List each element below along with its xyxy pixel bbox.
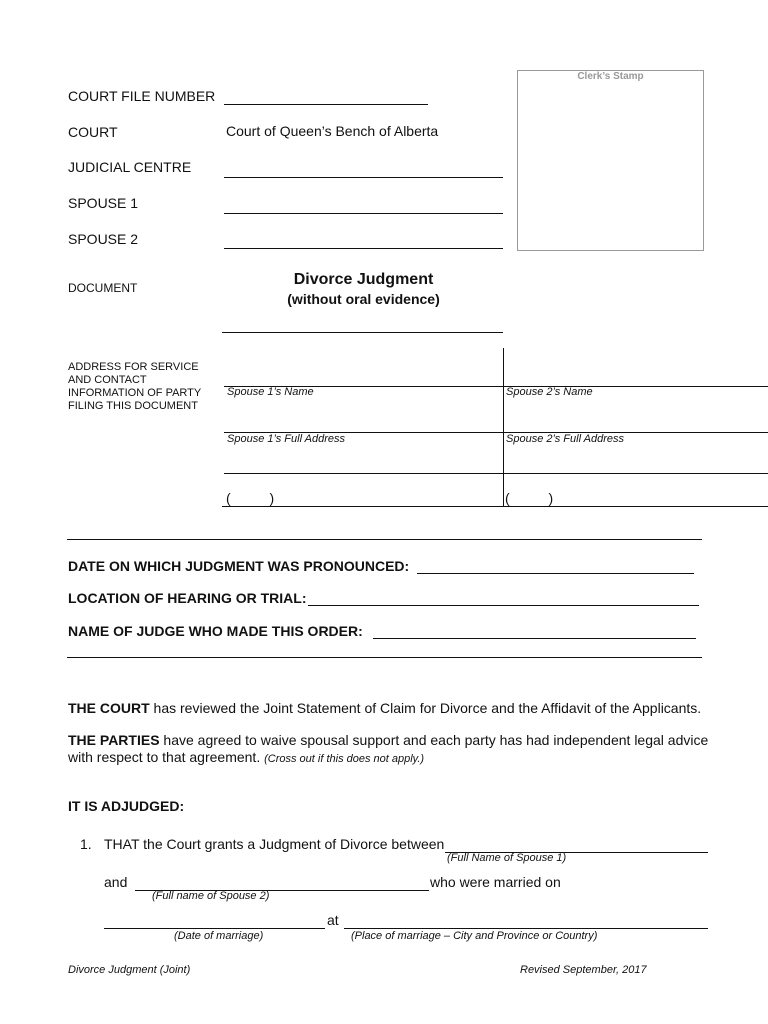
section-divider-top — [67, 539, 702, 540]
spouse2-label: SPOUSE 2 — [68, 231, 139, 247]
court-file-number-label: COURT FILE NUMBER — [68, 88, 216, 104]
date-pronounced-line[interactable] — [417, 573, 694, 574]
at-text: at — [327, 912, 339, 928]
court-paragraph — [68, 700, 701, 717]
judicial-centre-label: JUDICIAL CENTRE — [68, 159, 192, 175]
court-text: has reviewed the Joint Statement of Claim for Divorce and the Affidavit of the Applicants. — [149, 700, 702, 716]
address-label — [68, 361, 201, 413]
spouse1-name-caption: Spouse 1’s Name — [227, 386, 314, 398]
and-text: and — [104, 874, 128, 890]
parties-paragraph-cont — [68, 749, 424, 768]
married-text: who were married on — [430, 874, 561, 890]
marriage-date-caption: (Date of marriage) — [174, 930, 264, 942]
address-label-line: AND CONTACT — [68, 374, 147, 386]
marriage-date-line[interactable] — [104, 928, 325, 929]
spouse1-fullname-caption: (Full Name of Spouse 1) — [447, 852, 567, 864]
address-label-line: FILING THIS DOCUMENT — [68, 400, 198, 412]
court-label: COURT — [68, 124, 118, 140]
marriage-place-line[interactable] — [344, 928, 708, 929]
judge-line[interactable] — [373, 638, 696, 639]
spouse1-address-caption: Spouse 1’s Full Address — [227, 433, 346, 445]
spouse2-name-caption: Spouse 2’s Name — [506, 386, 593, 398]
location-label: LOCATION OF HEARING OR TRIAL: — [68, 590, 307, 606]
spouse2-line[interactable] — [224, 248, 503, 249]
location-line[interactable] — [308, 605, 699, 606]
phone-line — [222, 506, 768, 507]
spouse2-fullname-caption: (Full name of Spouse 2) — [152, 890, 270, 902]
spouse1-label: SPOUSE 1 — [68, 195, 139, 211]
clerks-stamp-label: Clerk’s Stamp — [577, 71, 644, 82]
footer-left: Divorce Judgment (Joint) — [68, 964, 191, 976]
address-divider — [503, 348, 504, 506]
spouse1-line[interactable] — [224, 213, 503, 214]
parties-text: have agreed to waive spousal support and each party has had independent legal advice — [159, 732, 709, 748]
clerks-stamp-box — [517, 70, 704, 251]
parties-note: (Cross out if this does not apply.) — [264, 753, 425, 765]
address-line-2[interactable] — [224, 473, 768, 474]
address-label-line: ADDRESS FOR SERVICE — [68, 361, 199, 373]
section-divider-bottom — [67, 657, 702, 658]
adjudged-heading: IT IS ADJUDGED: — [68, 798, 185, 814]
court-value: Court of Queen’s Bench of Alberta — [226, 123, 439, 139]
clause1-number: 1. — [80, 836, 92, 852]
clause1-text: THAT the Court grants a Judgment of Divorce between — [104, 836, 445, 852]
spouse2-phone[interactable]: ( ) — [505, 490, 554, 506]
document-title: Divorce Judgment — [293, 271, 434, 288]
date-pronounced-label: DATE ON WHICH JUDGMENT WAS PRONOUNCED: — [68, 558, 410, 574]
address-label-line: INFORMATION OF PARTY — [68, 387, 202, 399]
document-subtitle: (without oral evidence) — [287, 291, 440, 307]
parties-paragraph — [68, 732, 708, 749]
parties-text-2: with respect to that agreement. — [68, 749, 261, 765]
document-line — [222, 332, 503, 333]
court-lead: THE COURT — [68, 700, 150, 716]
court-file-number-line[interactable] — [224, 104, 428, 105]
judge-label: NAME OF JUDGE WHO MADE THIS ORDER: — [68, 623, 363, 639]
judicial-centre-line[interactable] — [224, 177, 503, 178]
footer-right: Revised September, 2017 — [520, 964, 647, 976]
spouse1-phone[interactable]: ( ) — [226, 490, 275, 506]
spouse2-address-caption: Spouse 2’s Full Address — [506, 433, 625, 445]
document-label: DOCUMENT — [68, 281, 138, 295]
parties-lead: THE PARTIES — [68, 732, 160, 748]
marriage-place-caption: (Place of marriage – City and Province or Country) — [351, 930, 598, 942]
